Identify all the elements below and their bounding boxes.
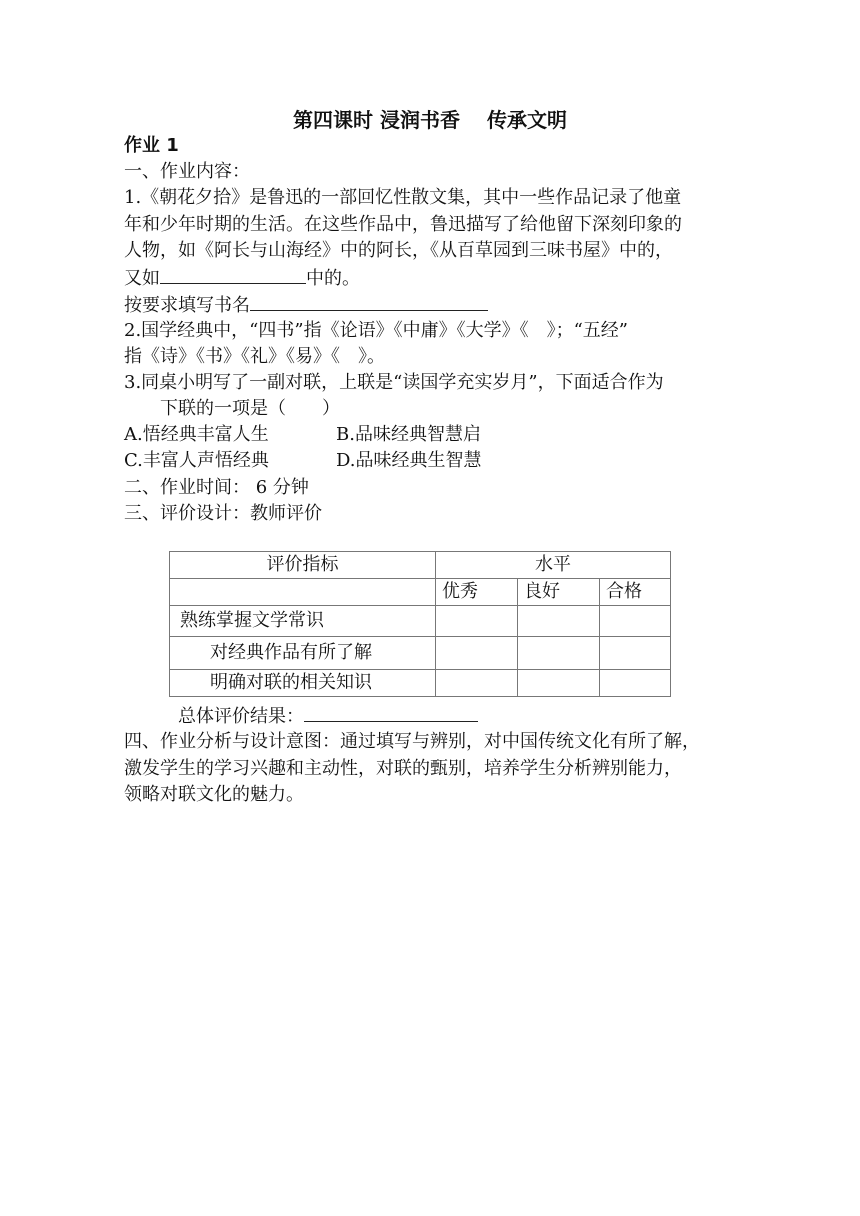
question-3-line-1: 3.同桌小明写了一副对联，上联是“读国学充实岁月”，下面适合作为: [124, 372, 664, 393]
overall-result-label: 总体评价结果：: [178, 706, 304, 727]
score-cell[interactable]: [600, 606, 671, 637]
option-a[interactable]: A.悟经典丰富人生: [124, 424, 269, 445]
option-b[interactable]: B.品味经典智慧启: [336, 424, 481, 445]
section-analysis-line-2: 激发学生的学习兴趣和主动性，对联的甄别，培养学生分析辨别能力，: [124, 758, 682, 779]
question-1-line-3: 人物，如《阿长与山海经》中的阿长，《从百草园到三味书屋》中的，: [124, 240, 673, 261]
section-analysis-line-1: 四、作业分析与设计意图：通过填写与辨别，对中国传统文化有所了解，: [124, 731, 700, 752]
indicator-cell: 明确对联的相关知识: [170, 670, 436, 697]
header-level: 水平: [436, 552, 671, 579]
option-d[interactable]: D.品味经典生智慧: [336, 450, 482, 471]
level-pass: 合格: [600, 579, 671, 606]
table-row: [170, 637, 671, 670]
overall-result-blank[interactable]: [304, 703, 478, 722]
evaluation-table: [169, 551, 671, 697]
score-cell[interactable]: [436, 670, 518, 697]
question-1-line-4-prefix: 又如: [124, 268, 160, 289]
question-1-line-4: [124, 265, 360, 292]
options-row-1: [124, 422, 481, 448]
section-analysis-line-3: 领略对联文化的魅力。: [124, 784, 304, 805]
question-2-line-1: 2.国学经典中，“四书”指《论语》《中庸》《大学》《 》；“五经”: [124, 320, 628, 341]
indicator-cell: 对经典作品有所了解: [170, 637, 436, 670]
question-1-line-4-suffix: 中的。: [306, 268, 360, 289]
section-content-heading: 一、作业内容：: [124, 161, 250, 182]
indicator-cell: 熟练掌握文学常识: [170, 606, 436, 637]
section-time: 二、作业时间： 6 分钟: [124, 477, 309, 498]
level-good: 良好: [518, 579, 600, 606]
page-title: 第四课时 浸润书香 传承文明: [293, 108, 567, 132]
score-cell[interactable]: [600, 670, 671, 697]
score-cell[interactable]: [518, 637, 600, 670]
overall-result-line: [178, 703, 478, 730]
question-1-line-5: [124, 292, 488, 319]
header-indicator: 评价指标: [170, 552, 436, 579]
options-row-2: [124, 448, 482, 474]
question-1-line-1: 1.《朝花夕拾》是鲁迅的一部回忆性散文集，其中一些作品记录了他童: [124, 187, 682, 208]
score-cell[interactable]: [436, 637, 518, 670]
level-excellent: 优秀: [436, 579, 518, 606]
section-evaluation: 三、评价设计：教师评价: [124, 503, 322, 524]
table-header-row: [170, 552, 671, 579]
table-subheader-row: [170, 579, 671, 606]
answer-blank-1[interactable]: [160, 265, 306, 284]
score-cell[interactable]: [518, 670, 600, 697]
question-1-line-2: 年和少年时期的生活。在这些作品中，鲁迅描写了给他留下深刻印象的: [124, 214, 682, 235]
score-cell[interactable]: [518, 606, 600, 637]
option-c[interactable]: C.丰富人声悟经典: [124, 450, 269, 471]
answer-blank-2[interactable]: [250, 292, 488, 311]
table-row: [170, 670, 671, 697]
book-name-prompt: 按要求填写书名: [124, 295, 250, 316]
question-3-line-2: 下联的一项是（ ）: [160, 398, 340, 419]
table-row: [170, 606, 671, 637]
score-cell[interactable]: [600, 637, 671, 670]
score-cell[interactable]: [436, 606, 518, 637]
homework-label: 作业 1: [124, 135, 179, 156]
question-2-line-2: 指《诗》《书》《礼》《易》《 》。: [124, 346, 385, 367]
empty-cell: [170, 579, 436, 606]
